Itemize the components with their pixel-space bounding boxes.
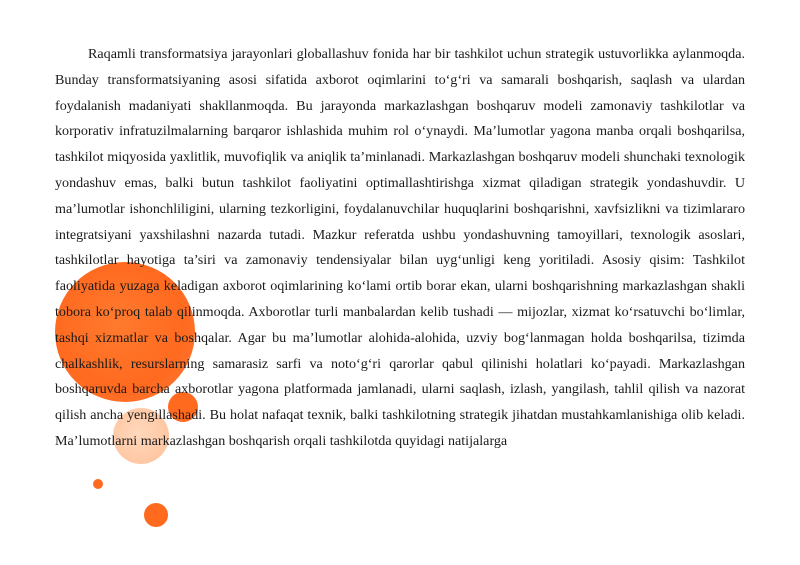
decorative-orange-circle-bottom	[144, 503, 168, 527]
body-paragraph: Raqamli transformatsiya jarayonlari globallashuv fonida har bir tashkilot uchun strategik ustuvorlikka aylanmoqda. Bunday transformatsiyaning asosi sifatida axborot oqimlarini to‘g‘ri va samarali boshqarish, saqlash va ulardan foydalanish madaniyati shakllanmoqda. Bu jarayonda markazlashgan boshqaruv modeli zamonaviy tashkilotlar va korporativ infratuzilmalarning barqaror ishlashida muhim rol o‘ynaydi. Ma’lumotlar yagona manba orqali boshqarilsa, tashkilot miqyosida yaxlitlik, muvofiqlik va aniqlik ta’minlanadi. Markazlashgan boshqaruv modeli shunchaki texnologik yondashuv emas, balki butun tashkilot faoliyatini optimallashtirishga xizmat qiladigan strategik yondashuvdir. U ma’lumotlar ishonchliligini, ularning tezkorligini, foydalanuvchilar huquqlarini boshqarishni, xavfsizlikni va tizimlararo integratsiyani yaxshilashni nazarda tutadi. Mazkur referatda ushbu yondashuvning tamoyillari, texnologik asoslari, tashkilotlar hayotiga ta’siri va zamonaviy tendensiyalar bilan uyg‘unligi keng yoritiladi. Asosiy qisim: Tashkilot faoliyatida yuzaga keladigan axborot oqimlarining ko‘lami ortib borar ekan, ularni boshqarishning markazlashgan shakli tobora ko‘proq talab qilinmoqda. Axborotlar turli manbalardan kelib tushadi — mijozlar, xizmat ko‘rsatuvchi bo‘limlar, tashqi xizmatlar va boshqalar. Agar bu ma’lumotlar alohida-alohida, uzviy bog‘lanmagan holda boshqarilsa, tizimda chalkashlik, resurslarning samarasiz sarfi va noto‘g‘ri qarorlar qabul qilinishi holatlari ko‘payadi. Markazlashgan boshqaruvda barcha axborotlar yagona platformada jamlanadi, ularni saqlash, izlash, yangilash, tahlil qilish va nazorat qilish ancha yengillashadi. Bu holat nafaqat texnik, balki tashkilotning strategik jihatdan mustahkamlanishiga olib keladi. Ma’lumotlarni markazlashgan boshqarish orqali tashkilotda quyidagi natijalarga	[55, 46, 745, 449]
decorative-orange-dot	[93, 479, 103, 489]
